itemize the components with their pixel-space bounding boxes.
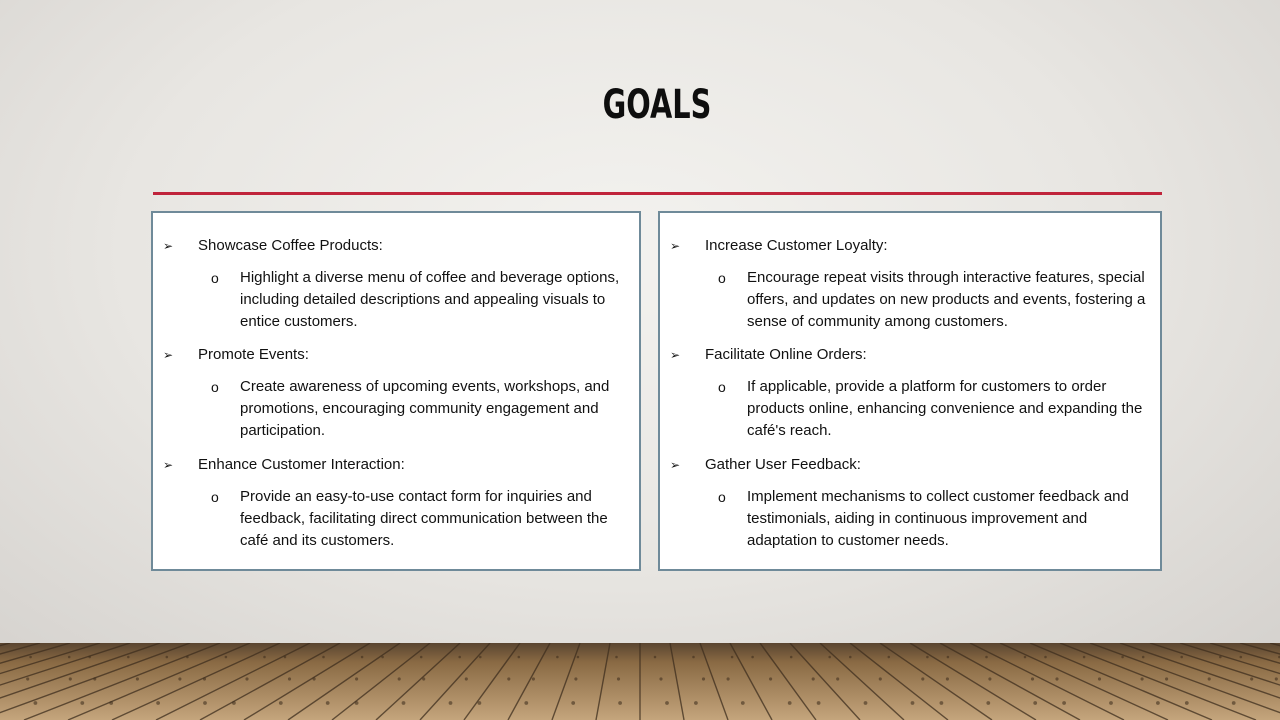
goal-detail: Create awareness of upcoming events, workshops, and promotions, encouraging community engagement and participation. (240, 378, 610, 439)
plank-nail (1033, 701, 1037, 705)
goal-heading: Enhance Customer Interaction: (198, 456, 405, 473)
plank-nail (245, 677, 248, 680)
plank-nail (88, 656, 91, 659)
goals-panel-right (658, 211, 1162, 571)
plank-nail (1109, 701, 1113, 705)
wood-floor-background (0, 643, 1280, 720)
goal-item (153, 235, 639, 330)
plank-nail (911, 701, 915, 705)
plank-nail (178, 677, 181, 680)
plank-nail (381, 656, 384, 659)
plank-nail (1185, 701, 1189, 705)
arrow-bullet-icon: ➢ (163, 458, 174, 472)
plank-nail (985, 656, 988, 659)
plank-nail (1142, 656, 1145, 659)
plank-nail (947, 656, 950, 659)
plank-nail (556, 656, 559, 659)
goals-panel-left (151, 211, 641, 571)
plank-nail (694, 701, 698, 705)
plank-nail (577, 656, 580, 659)
plank-nail (402, 701, 406, 705)
plank-nail (926, 656, 929, 659)
plank-nail (313, 677, 316, 680)
plank-nail (1219, 656, 1222, 659)
plank-nail (769, 677, 772, 680)
plank-nail (80, 701, 84, 705)
goal-detail: Implement mechanisms to collect customer feedback and testimonials, aiding in continuous improvement and adaptation to customer needs. (747, 488, 1129, 549)
plank-nail (26, 677, 29, 680)
plank-nail (1156, 701, 1160, 705)
plank-nail (727, 677, 730, 680)
plank-nail (203, 677, 206, 680)
plank-nail (518, 656, 521, 659)
plank-nail (232, 701, 236, 705)
plank-nail (571, 701, 575, 705)
plank-nail (186, 656, 189, 659)
arrow-bullet-icon: ➢ (163, 239, 174, 253)
plank-nail (864, 701, 868, 705)
plank-nail (1083, 656, 1086, 659)
plank-nail (731, 656, 734, 659)
plank-nail (921, 677, 924, 680)
plank-nail (946, 677, 949, 680)
plank-nail (1044, 656, 1047, 659)
plank-nail (458, 656, 461, 659)
plank-nail (654, 656, 657, 659)
goal-detail: If applicable, provide a platform for customers to order products online, enhancing convenience and expanding the café's reach. (747, 378, 1143, 439)
plank-nail (879, 677, 882, 680)
arrow-bullet-icon: ➢ (670, 239, 681, 253)
slide-title: GOALS (602, 82, 712, 128)
plank-nail (322, 656, 325, 659)
plank-nail (1098, 677, 1101, 680)
plank-nail (618, 701, 622, 705)
plank-nail (1121, 656, 1124, 659)
goal-heading: Showcase Coffee Products: (198, 237, 383, 254)
plank-nail (617, 677, 620, 680)
circle-bullet-icon: o (718, 270, 726, 286)
goal-item (660, 235, 1160, 330)
plank-nail (1240, 656, 1243, 659)
goal-detail: Encourage repeat visits through interactive features, special offers, and updates on new products and events, fostering a sense of community among customers. (747, 269, 1146, 330)
plank-nail (615, 656, 618, 659)
plank-nail (29, 656, 32, 659)
plank-nail (136, 677, 139, 680)
arrow-bullet-icon: ➢ (163, 348, 174, 362)
goal-detail: Highlight a diverse menu of coffee and beverage options, including detailed descriptions and appealing visuals to entice customers. (240, 269, 620, 330)
plank-nail (422, 677, 425, 680)
plank-nail (532, 677, 535, 680)
plank-nail (479, 656, 482, 659)
plank-nail (263, 656, 266, 659)
plank-nail (812, 677, 815, 680)
plank-nail (225, 656, 228, 659)
circle-bullet-icon: o (211, 379, 219, 395)
plank-nail (69, 677, 72, 680)
plank-nail (665, 701, 669, 705)
goal-heading: Facilitate Online Orders: (705, 346, 867, 363)
plank-nail (524, 701, 528, 705)
plank-nail (420, 656, 423, 659)
plank-nail (1141, 677, 1144, 680)
plank-nail (1031, 677, 1034, 680)
plank-nail (692, 656, 695, 659)
plank-nail (93, 677, 96, 680)
goal-heading: Promote Events: (198, 346, 309, 363)
plank-nail (1024, 656, 1027, 659)
plank-nail (741, 701, 745, 705)
plank-nail (574, 677, 577, 680)
plank-nail (836, 677, 839, 680)
plank-nail (1062, 701, 1066, 705)
plank-nail (940, 701, 944, 705)
plank-nail (326, 701, 330, 705)
goal-item (660, 454, 1160, 549)
arrow-bullet-icon: ➢ (670, 348, 681, 362)
plank-nail (849, 656, 852, 659)
plank-nail (988, 677, 991, 680)
title-divider (153, 192, 1162, 195)
goal-detail: Provide an easy-to-use contact form for inquiries and feedback, facilitating direct communication between the café and its customers. (240, 488, 608, 549)
goal-item (153, 454, 639, 549)
goal-heading: Gather User Feedback: (705, 456, 861, 473)
plank-nail (1208, 677, 1211, 680)
arrow-bullet-icon: ➢ (670, 458, 681, 472)
plank-nail (361, 656, 364, 659)
plank-nail (465, 677, 468, 680)
plank-nail (279, 701, 283, 705)
plank-nail (288, 677, 291, 680)
plank-nail (1275, 677, 1278, 680)
circle-bullet-icon: o (718, 379, 726, 395)
plank-nail (68, 656, 71, 659)
plank-nail (659, 677, 662, 680)
plank-nail (355, 701, 359, 705)
plank-nail (888, 656, 891, 659)
plank-nail (507, 677, 510, 680)
plank-nail (398, 677, 401, 680)
circle-bullet-icon: o (718, 489, 726, 505)
plank-nail (790, 656, 793, 659)
plank-nail (817, 701, 821, 705)
plank-nail (449, 701, 453, 705)
plank-nail (284, 656, 287, 659)
plank-nail (788, 701, 792, 705)
wood-planks-graphic (0, 643, 1280, 720)
goal-heading: Increase Customer Loyalty: (705, 237, 888, 254)
plank-nail (1165, 677, 1168, 680)
plank-nail (702, 677, 705, 680)
plank-nail (828, 656, 831, 659)
plank-nail (1055, 677, 1058, 680)
plank-nail (203, 701, 207, 705)
plank-nail (751, 656, 754, 659)
circle-bullet-icon: o (211, 270, 219, 286)
plank-nail (1250, 677, 1253, 680)
goal-item (660, 344, 1160, 439)
plank-nail (1180, 656, 1183, 659)
plank-nail (1232, 701, 1236, 705)
plank-nail (166, 656, 169, 659)
plank-nail (355, 677, 358, 680)
plank-nail (109, 701, 113, 705)
plank-nail (127, 656, 130, 659)
circle-bullet-icon: o (211, 489, 219, 505)
plank-nail (478, 701, 482, 705)
plank-nail (986, 701, 990, 705)
goal-item (153, 344, 639, 439)
plank-nail (156, 701, 160, 705)
plank-nail (34, 701, 38, 705)
